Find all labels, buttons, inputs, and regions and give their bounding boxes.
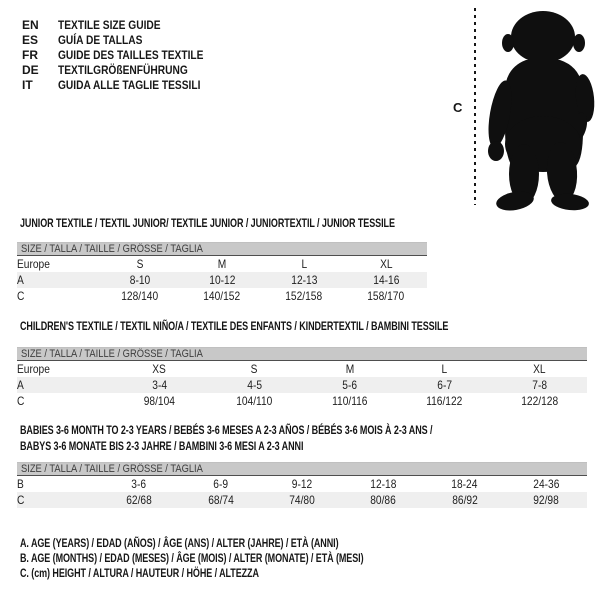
row-height-c (17, 492, 587, 508)
language-code: IT (22, 78, 33, 92)
row-label: C (17, 288, 25, 303)
height-cell: 110/116 (331, 393, 368, 408)
height-cell: 98/104 (143, 393, 176, 408)
row-height-c (17, 288, 427, 304)
size-cell: XL (379, 256, 393, 271)
age-cell: 12-18 (370, 476, 397, 491)
children-table-title: CHILDREN'S TEXTILE / TEXTIL NIÑO/A / TEXTILE DES ENFANTS / KINDERTEXTIL / BAMBINI TESSILE (20, 319, 449, 333)
language-label: TEXTILGRÖßENFÜHRUNG (58, 63, 188, 77)
row-age-a (17, 272, 427, 288)
row-age-b (17, 476, 587, 492)
size-cell: XL (533, 361, 546, 376)
size-cell: M (217, 256, 227, 271)
row-label: A (17, 377, 24, 392)
language-label: GUIDE DES TAILLES TEXTILE (58, 48, 204, 62)
age-cell: 6-9 (213, 476, 228, 491)
height-cell: 92/98 (533, 492, 560, 507)
height-cell: 80/86 (370, 492, 397, 507)
height-cell: 140/152 (203, 288, 241, 303)
language-row-fr (22, 48, 229, 63)
row-height-c (17, 393, 587, 409)
language-code: DE (22, 63, 39, 77)
size-header-text: SIZE / TALLA / TAILLE / GRÖSSE / TAGLIA (21, 348, 203, 360)
age-cell: 5-6 (342, 377, 357, 392)
age-cell: 10-12 (208, 272, 236, 287)
height-cell: 68/74 (207, 492, 234, 507)
height-cell: 104/110 (236, 393, 273, 408)
row-label: C (17, 492, 25, 507)
row-label: Europe (17, 256, 50, 271)
babies-size-table (17, 462, 587, 508)
height-cell: 158/170 (367, 288, 405, 303)
toddler-silhouette-icon (486, 6, 598, 212)
size-cell: L (441, 361, 448, 376)
footnote-a: A. AGE (YEARS) / EDAD (AÑOS) / ÂGE (ANS) / ALTER (JAHRE) / ETÀ (ANNI) (20, 536, 339, 550)
age-cell: 3-6 (131, 476, 147, 491)
age-cell: 8-10 (129, 272, 151, 287)
height-cell: 74/80 (289, 492, 315, 507)
size-header-text: SIZE / TALLA / TAILLE / GRÖSSE / TAGLIA (21, 243, 203, 255)
height-cell: 122/128 (521, 393, 558, 408)
age-cell: 24-36 (533, 476, 560, 491)
row-label: B (17, 476, 24, 491)
height-cell: 116/122 (426, 393, 463, 408)
age-cell: 18-24 (451, 476, 478, 491)
language-row-es (22, 33, 229, 48)
language-row-it (22, 78, 229, 93)
row-label: Europe (17, 361, 50, 376)
language-row-de (22, 63, 229, 78)
row-label: C (17, 393, 25, 408)
age-cell: 6-7 (437, 377, 452, 392)
age-cell: 3-4 (152, 377, 167, 392)
language-list (22, 18, 229, 93)
size-cell: M (345, 361, 354, 376)
size-header-band (17, 243, 427, 256)
height-cell: 86/92 (452, 492, 478, 507)
age-cell: 14-16 (372, 272, 400, 287)
size-row-europe (17, 256, 427, 272)
language-code: EN (22, 18, 39, 32)
junior-size-table (17, 242, 427, 304)
size-header-band (17, 463, 587, 476)
junior-table-title: JUNIOR TEXTILE / TEXTIL JUNIOR/ TEXTILE JUNIOR / JUNIORTEXTIL / JUNIOR TESSILE (20, 216, 395, 230)
size-row-europe (17, 361, 587, 377)
height-cell: 152/158 (285, 288, 323, 303)
row-age-a (17, 377, 587, 393)
babies-title-line1: BABIES 3-6 MONTH TO 2-3 YEARS / BEBÉS 3-6 MESES A 2-3 AÑOS / BÉBÉS 3-6 MOIS À 2-3 ANS / (20, 423, 433, 437)
height-measure-dashed-line (474, 8, 476, 205)
row-label: A (17, 272, 24, 287)
height-cell: 62/68 (126, 492, 152, 507)
footnotes (20, 536, 478, 581)
size-cell: XS (152, 361, 167, 376)
age-cell: 12-13 (290, 272, 318, 287)
language-code: ES (22, 33, 39, 47)
language-label: GUIDA ALLE TAGLIE TESSILI (58, 78, 201, 92)
babies-table-title (20, 422, 432, 454)
size-cell: L (301, 256, 307, 271)
age-cell: 7-8 (532, 377, 547, 392)
age-cell: 4-5 (247, 377, 262, 392)
size-header-text: SIZE / TALLA / TAILLE / GRÖSSE / TAGLIA (21, 463, 203, 475)
language-code: FR (22, 48, 38, 62)
language-label: GUÍA DE TALLAS (58, 33, 143, 47)
language-label: TEXTILE SIZE GUIDE (58, 18, 161, 32)
footnote-b: B. AGE (MONTHS) / EDAD (MESES) / ÂGE (MOIS) / ALTER (MONATE) / ETÀ (MESI) (20, 551, 364, 565)
height-measure-label: C (453, 100, 463, 115)
babies-title-line2: BABYS 3-6 MONATE BIS 2-3 JAHRE / BAMBINI 3-6 MESI A 2-3 ANNI (20, 439, 304, 453)
height-cell: 128/140 (121, 288, 159, 303)
size-cell: S (251, 361, 258, 376)
children-size-table (17, 347, 587, 409)
size-cell: S (136, 256, 144, 271)
footnote-c: C. (cm) HEIGHT / ALTURA / HAUTEUR / HÖHE / ALTEZZA (20, 566, 259, 580)
size-header-band (17, 348, 587, 361)
age-cell: 9-12 (291, 476, 313, 491)
language-row-en (22, 18, 229, 33)
